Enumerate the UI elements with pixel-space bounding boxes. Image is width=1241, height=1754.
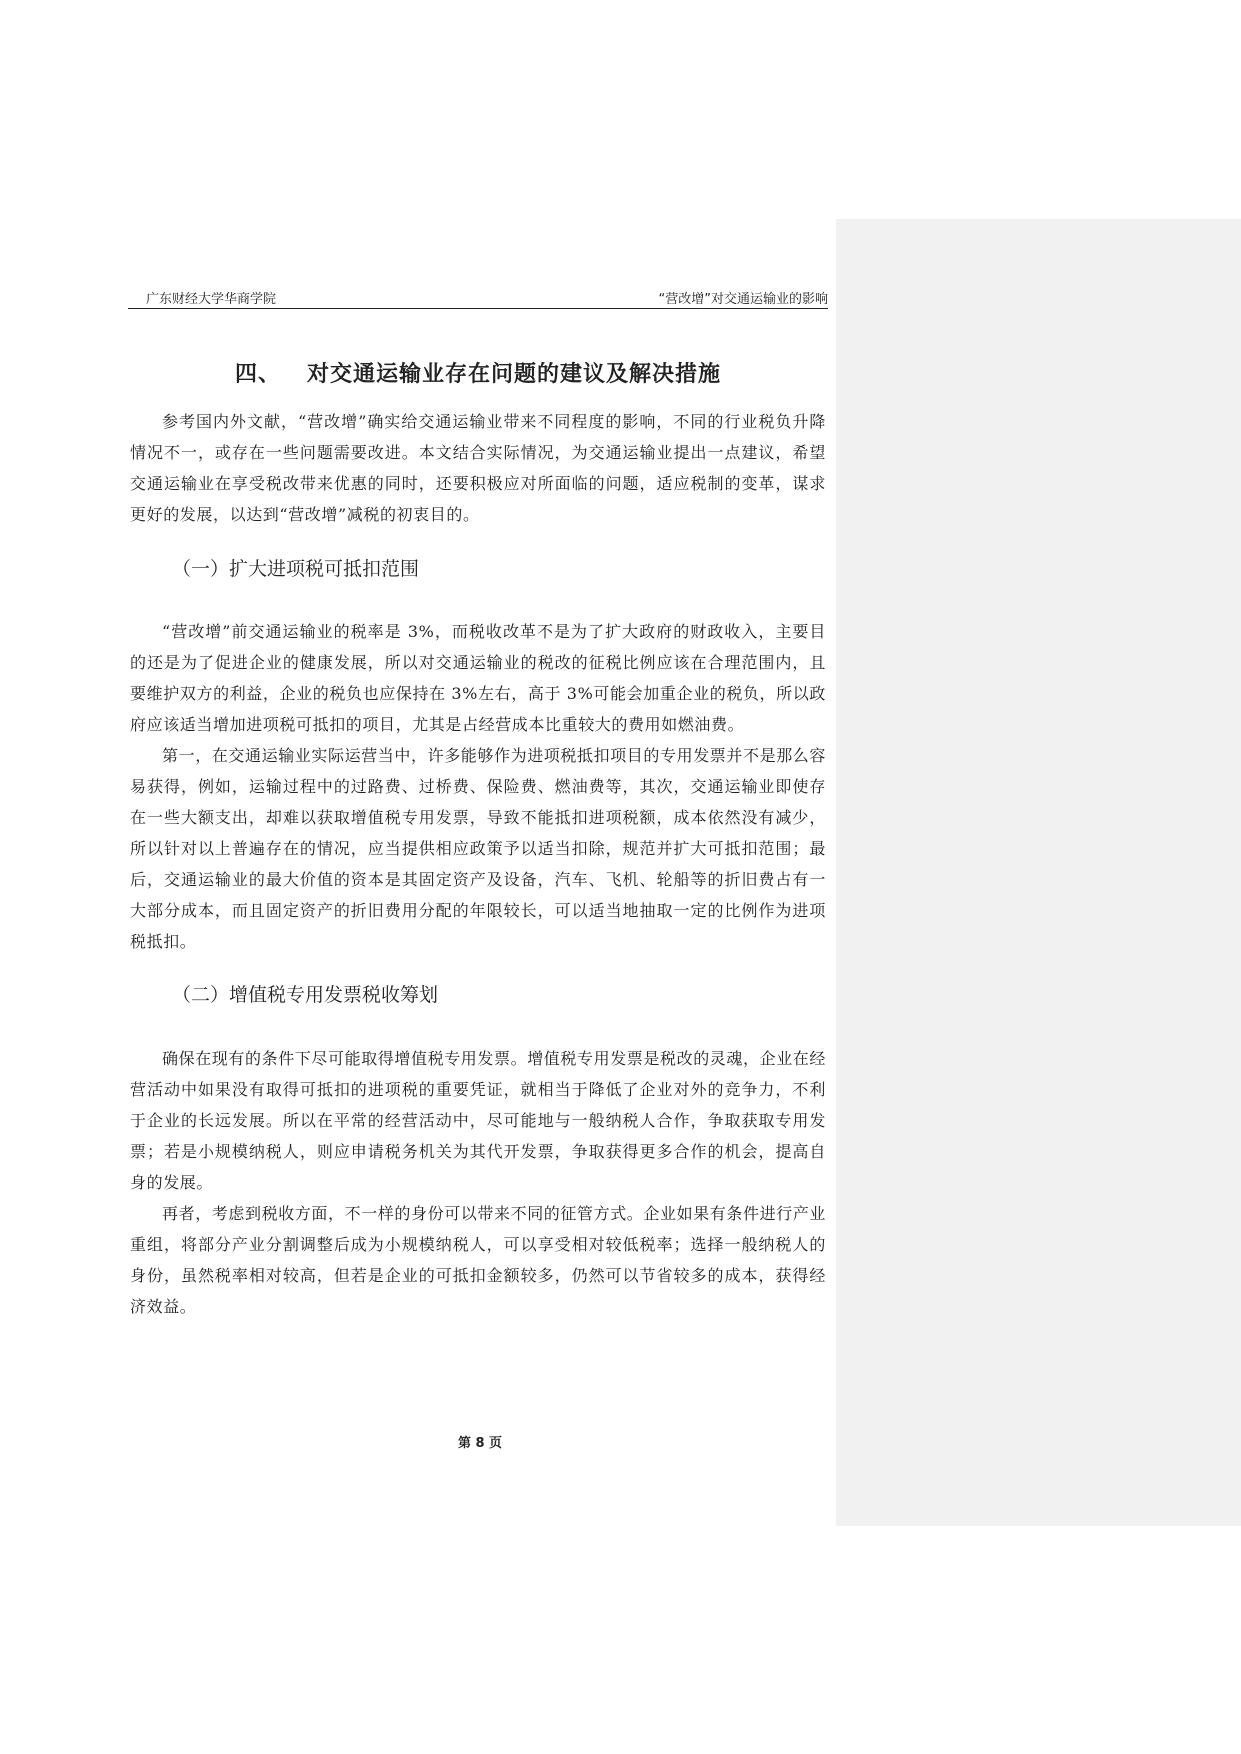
intro-paragraph: 参考国内外文献，“营改增”确实给交通运输业带来不同程度的影响，不同的行业税负升降情况不一，或存在一些问题需要改进。本文结合实际情况，为交通运输业提出一点建议，希望交通运输业在享受税改带来优惠的同时，还要积极应对所面临的问题，适应税制的变革，谋求更好的发展，以达到“营改增”减税的初衷目的。 [130,412,826,524]
header-school-name: 广东财经大学华商学院 [146,292,277,307]
page-header [128,288,828,308]
sub2-paragraph-2: 再者，考虑到税收方面，不一样的身份可以带来不同的征管方式。企业如果有条件进行产业重组，将部分产业分割调整后成为小规模纳税人，可以享受相对较低税率；选择一般纳税人的身份，虽然税率相对较高，但若是企业的可抵扣金额较多，仍然可以节省较多的成本，获得经济效益。 [130,1204,827,1316]
section-title-text: 对交通运输业存在问题的建议及解决措施 [307,362,722,387]
sub1-paragraph-2: 第一，在交通运输业实际运营当中，许多能够作为进项税抵扣项目的专用发票并不是那么容易获得，例如，运输过程中的过路费、过桥费、保险费、燃油费等，其次，交通运输业即使存在一些大额支出，却难以获取增值税专用发票，导致不能抵扣进项税额，成本依然没有减少，所以针对以上普遍存在的情况，应当提供相应政策予以适当扣除，规范并扩大可抵扣范围；最后，交通运输业的最大价值的资本是其固定资产及设备，汽车、飞机、轮船等的折旧费占有一大部分成本，而且固定资产的折旧费用分配的年限较长，可以适当地抽取一定的比例作为进项税抵扣。 [130,746,827,951]
page-body [130,358,826,1322]
section-title [130,358,826,392]
sub2-paragraph-1: 确保在现有的条件下尽可能取得增值税专用发票。增值税专用发票是税改的灵魂，企业在经营活动中如果没有取得可抵扣的进项税的重要凭证，就相当于降低了企业对外的竞争力，不利于企业的长远发展。所以在平常的经营活动中，尽可能地与一般纳税人合作，争取获取专用发票；若是小规模纳税人，则应申请税务机关为其代开发票，争取获得更多合作的机会，提高自身的发展。 [130,1049,827,1192]
sub1-paragraph-1: “营改增”前交通运输业的税率是 3%，而税收改革不是为了扩大政府的财政收入，主要目的还是为了促进企业的健康发展，所以对交通运输业的税改的征税比例应该在合理范围内，且要维护双方的利益，企业的税负也应保持在 3%左右，高于 3%可能会加重企业的税负，所以政府应该适当增加进项税可抵扣的项目，尤其是占经营成本比重较大的费用如燃油费。 [130,622,826,734]
subheading-1: （一）扩大进项税可抵扣范围 [172,558,420,580]
section-number: 四、 [234,362,281,387]
subheading-2: （二）增值税专用发票税收筹划 [172,984,439,1006]
comment-pane [836,219,1241,1526]
header-paper-title: “营改增”对交通运输业的影响 [658,292,828,307]
header-rule [128,308,828,309]
page-number: 第 8 页 [457,1436,503,1451]
